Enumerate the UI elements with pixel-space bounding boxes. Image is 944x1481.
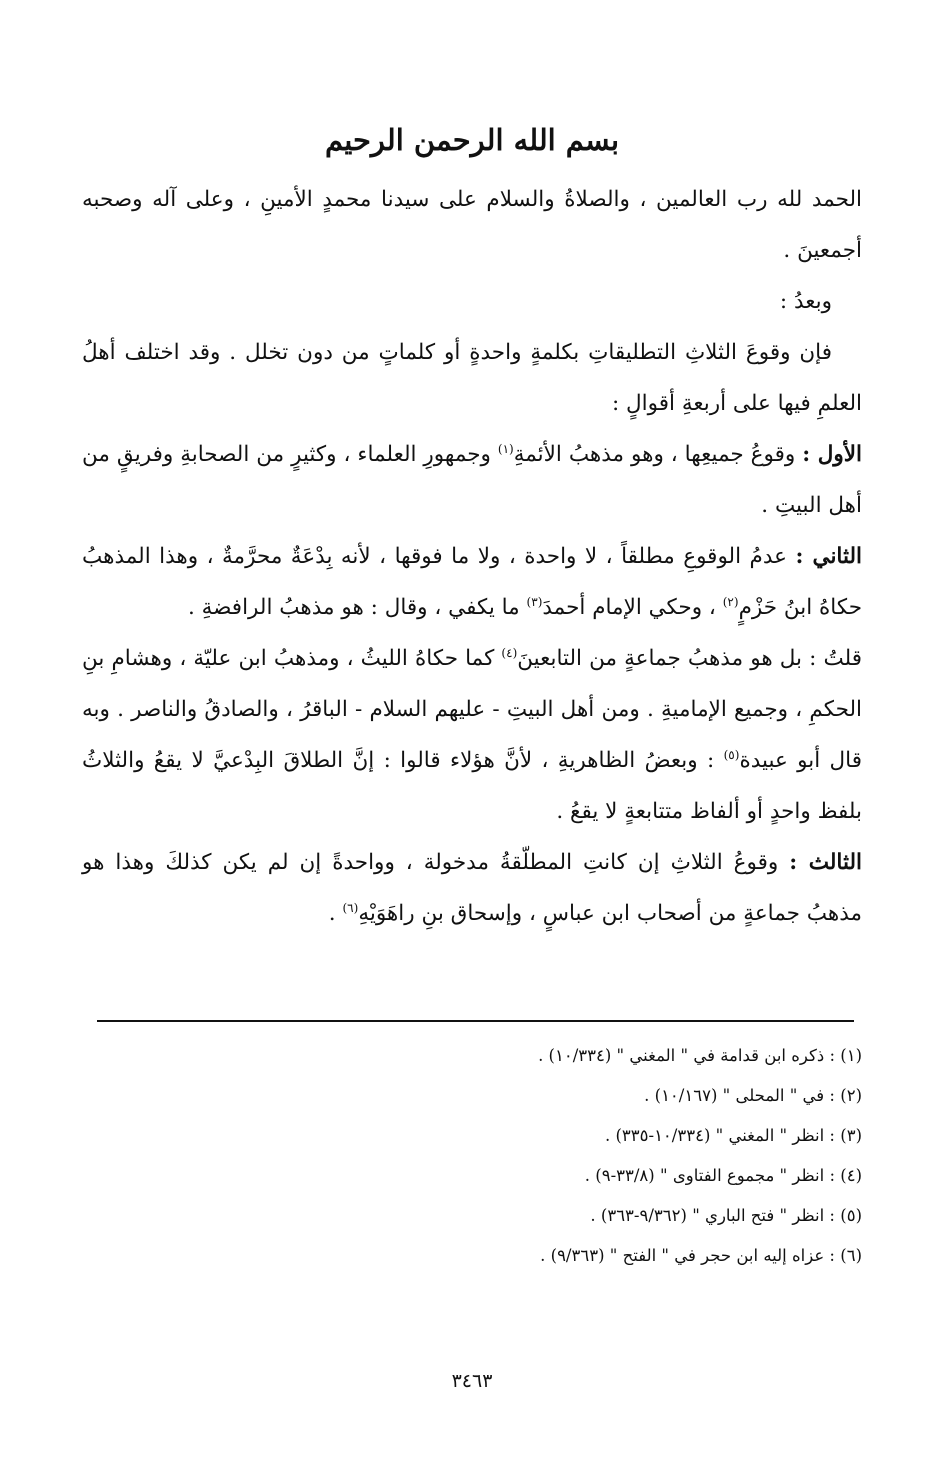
author-note-text-cont: كما حكاهُ الليثُ ، ومذهبُ ابن عليّة ، وهشامِ بنِ الحكمِ ، وجميع الإماميةِ . ومن أهل البيتِ - عليهم السلام - الباقرُ ، والصادقُ والناصر . وبه قال أبو عبيدة xyxy=(82,646,862,773)
second-opinion-text-end: ما يكفي ، وقال : هو مذهبُ الرافضةِ . xyxy=(187,595,520,620)
footnote-5: (٥) : انظر " فتح الباري " (٩/٣٦٢-٣٦٣) . xyxy=(590,1206,862,1225)
footnote-ref-1: (١) xyxy=(497,441,514,456)
first-opinion-lead: الأول : xyxy=(802,442,862,467)
footnote-3: (٣) : انظر " المغني " (١٠/٣٣٤-٣٣٥) . xyxy=(604,1126,862,1145)
topic-paragraph: فإن وقوعَ الثلاثِ التطليقاتِ بكلمةٍ واحدةٍ أو كلماتٍ من دون تخلل . وقد اختلف أهلُ العلمِ فيها على أربعةِ أقوالٍ : xyxy=(82,340,862,416)
second-opinion-paragraph xyxy=(82,531,862,633)
footnote-ref-6: (٦) xyxy=(342,900,359,915)
second-opinion-text: عدمُ الوقوعِ مطلقاً ، لا واحدة ، ولا ما فوقها ، لأنه بِدْعَةٌ محرَّمةٌ ، وهذا المذهبُ حكاهُ ابنُ حَزْمٍ xyxy=(82,544,862,620)
second-opinion-lead: الثاني : xyxy=(795,544,862,569)
footnote-ref-3: (٣) xyxy=(526,594,543,609)
page-number: ٣٤٦٣ xyxy=(451,1370,493,1392)
wa-bad-paragraph: وبعدُ : xyxy=(779,289,832,314)
footnote-ref-5: (٥) xyxy=(723,747,740,762)
third-opinion-paragraph xyxy=(82,837,862,939)
basmala-title: بسم الله الرحمن الرحيم xyxy=(324,123,620,157)
footnote-ref-4: (٤) xyxy=(501,645,518,660)
first-opinion-text-cont: وجمهورِ العلماء ، وكثيرٍ من الصحابةِ وفريقٍ من أهل البيتِ . xyxy=(82,442,862,518)
third-opinion-text: وقوعُ الثلاثِ إن كانتِ المطلّقةُ مدخولة ، وواحدةً إن لم يكن كذلكَ وهذا هو مذهبُ جماعةٍ من أصحاب ابن عباسٍ ، وإسحاق بنِ راهَوَيْهِ xyxy=(82,850,862,926)
page-body xyxy=(82,118,862,939)
second-opinion-text-cont: ، وحكي الإمام أحمدَ xyxy=(542,595,716,620)
footnote-ref-2: (٢) xyxy=(722,594,739,609)
footnote-1: (١) : ذكره ابن قدامة في " المغني " (١٠/٣٣٤) . xyxy=(538,1046,862,1065)
third-opinion-text-end: . xyxy=(328,901,336,926)
third-opinion-lead: الثالث : xyxy=(789,850,862,875)
footnote-divider xyxy=(97,1020,854,1022)
footnote-2: (٢) : في " المحلى " (١٠/١٦٧) . xyxy=(644,1086,862,1105)
author-note-paragraph xyxy=(82,633,862,837)
footnote-4: (٤) : انظر " مجموع الفتاوى " (٣٣/٨-٩) . xyxy=(584,1166,862,1185)
footnotes-list xyxy=(82,1036,862,1276)
author-note-text-end: : وبعضُ الظاهريةِ ، لأنَّ هؤلاء قالوا : إنَّ الطلاقَ البِدْعيَّ لا يقعُ والثلاثُ بلفظ واحدٍ أو ألفاظ متتابعةٍ لا يقعُ . xyxy=(82,748,862,824)
author-note-text: قلتُ : بل هو مذهبُ جماعةٍ من التابعينَ xyxy=(517,646,862,671)
praise-paragraph: الحمد لله رب العالمين ، والصلاةُ والسلام على سيدنا محمدٍ الأمينِ ، وعلى آله وصحبه أجمعينَ . xyxy=(82,187,862,263)
footnote-6: (٦) : عزاه إليه ابن حجر في " الفتح " (٩/٣٦٣) . xyxy=(540,1246,862,1265)
first-opinion-paragraph xyxy=(82,429,862,531)
first-opinion-text: وقوعُ جميعِها ، وهو مذهبُ الأئمةِ xyxy=(513,442,796,467)
